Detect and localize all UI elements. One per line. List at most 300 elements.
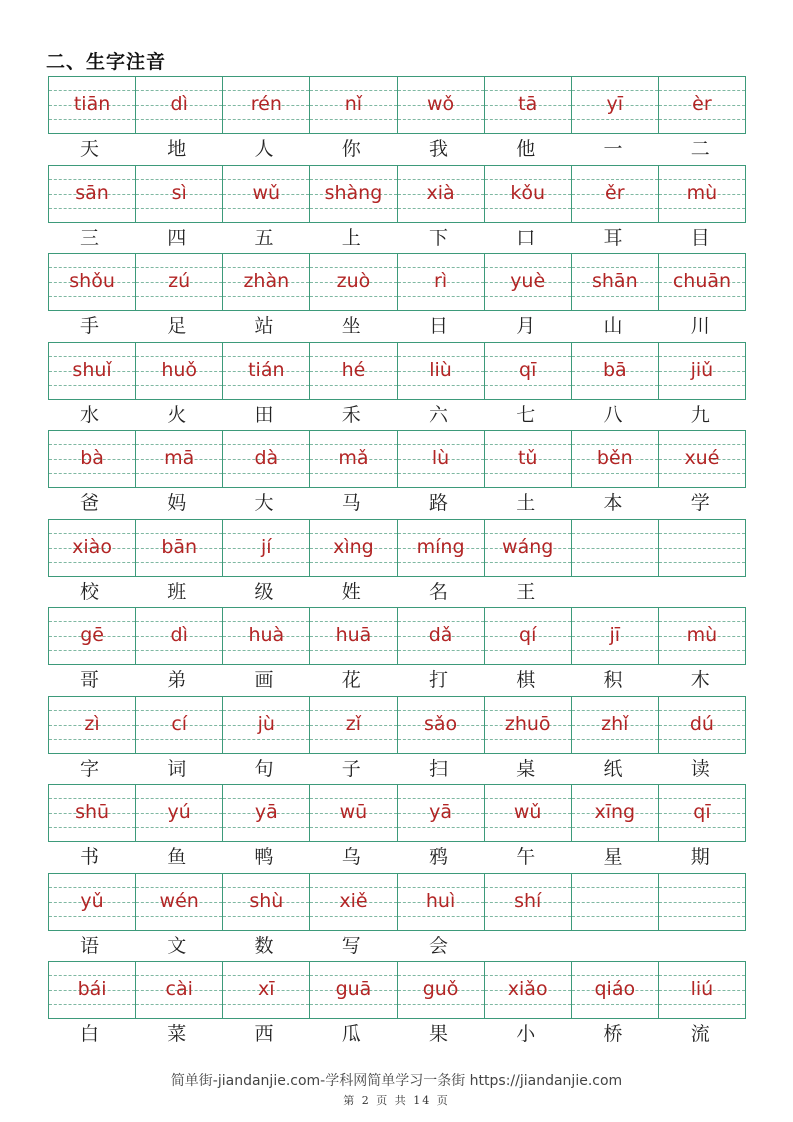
pinyin-text: sān (75, 181, 109, 204)
pinyin-cell (49, 431, 136, 487)
ruled-line (572, 296, 658, 297)
pinyin-text: jí (261, 535, 272, 558)
pinyin-text: mǎ (338, 447, 369, 469)
ruled-line (572, 887, 658, 888)
ruled-line (659, 1004, 745, 1005)
pinyin-box-row (48, 784, 746, 842)
hanzi-character: 路 (429, 492, 449, 514)
pinyin-text: jù (257, 712, 275, 735)
hanzi-character: 大 (254, 492, 274, 514)
ruled-line (49, 473, 135, 474)
hanzi-character: 九 (690, 403, 710, 426)
pinyin-cell (223, 343, 310, 399)
ruled-line (49, 562, 135, 563)
character-row (48, 76, 746, 165)
pinyin-text: guā (335, 978, 372, 1000)
ruled-line (572, 916, 658, 917)
ruled-line (572, 385, 658, 386)
pinyin-box-row (48, 430, 746, 488)
pinyin-cell (572, 166, 659, 222)
pinyin-cell (136, 520, 223, 576)
ruled-line (223, 1004, 309, 1005)
ruled-line (136, 119, 222, 120)
ruled-line (49, 827, 135, 828)
pinyin-text: míng (416, 535, 465, 558)
pinyin-text: xué (684, 447, 720, 469)
hanzi-character: 马 (341, 492, 361, 514)
hanzi-character: 川 (690, 315, 710, 337)
hanzi-character: 地 (167, 138, 187, 160)
hanzi-character (572, 934, 659, 958)
pinyin-text: shuǐ (72, 358, 112, 381)
pinyin-cell (659, 520, 745, 576)
pinyin-cell (49, 697, 136, 753)
pinyin-text: shù (249, 889, 284, 912)
pinyin-cell (310, 166, 397, 222)
pinyin-text: yú (167, 801, 191, 823)
pinyin-cell (398, 166, 485, 222)
pinyin-text: wén (159, 889, 199, 912)
ruled-line (572, 119, 658, 120)
ruled-line (485, 119, 571, 120)
pinyin-cell (310, 697, 397, 753)
character-row (48, 961, 746, 1050)
hanzi-character: 语 (80, 934, 100, 957)
ruled-line (485, 385, 571, 386)
pinyin-text: qiáo (594, 978, 636, 1000)
ruled-line (49, 296, 135, 297)
ruled-line (136, 385, 222, 386)
pinyin-cell (485, 697, 572, 753)
pinyin-text: zhǐ (601, 712, 629, 735)
pinyin-cell (572, 77, 659, 133)
ruled-line (223, 650, 309, 651)
ruled-line (485, 562, 571, 563)
ruled-line (49, 650, 135, 651)
pinyin-text: sǎo (423, 712, 458, 735)
ruled-line (659, 827, 745, 828)
pinyin-text: yǔ (80, 889, 104, 912)
ruled-line (310, 562, 396, 563)
pinyin-cell (223, 77, 310, 133)
hanzi-character: 流 (690, 1023, 710, 1045)
hanzi-character: 天 (80, 138, 100, 160)
hanzi-character: 木 (690, 669, 710, 691)
hanzi-character: 字 (80, 757, 100, 780)
hanzi-character: 四 (167, 226, 187, 249)
hanzi-character: 山 (603, 315, 623, 337)
pinyin-cell (659, 431, 745, 487)
pinyin-cell (659, 785, 745, 841)
pinyin-cell (49, 520, 136, 576)
pinyin-cell (223, 254, 310, 310)
hanzi-character: 画 (254, 669, 274, 691)
pinyin-text: hé (341, 358, 366, 381)
pinyin-cell (136, 166, 223, 222)
character-row (48, 696, 746, 785)
ruled-line (572, 473, 658, 474)
pinyin-text: liú (690, 978, 714, 1000)
pinyin-cell (136, 785, 223, 841)
pinyin-cell (310, 874, 397, 930)
ruled-line (310, 385, 396, 386)
hanzi-character: 爸 (80, 492, 100, 514)
ruled-line (659, 385, 745, 386)
ruled-line (223, 562, 309, 563)
pinyin-box-row (48, 873, 746, 931)
pinyin-cell (136, 431, 223, 487)
hanzi-row (48, 668, 746, 692)
ruled-line (136, 1004, 222, 1005)
pinyin-text: mā (164, 447, 195, 469)
ruled-line (572, 650, 658, 651)
hanzi-row (48, 403, 746, 427)
hanzi-character: 词 (167, 757, 187, 780)
ruled-line (659, 562, 745, 563)
pinyin-cell (136, 343, 223, 399)
hanzi-character: 瓜 (341, 1023, 361, 1045)
pinyin-cell (398, 785, 485, 841)
hanzi-character (659, 934, 746, 958)
hanzi-character: 站 (254, 315, 274, 337)
pinyin-cell (572, 608, 659, 664)
ruled-line (659, 296, 745, 297)
pinyin-cell (310, 254, 397, 310)
hanzi-character: 积 (603, 669, 623, 691)
pinyin-text: wū (339, 801, 368, 823)
pinyin-text: shān (591, 270, 638, 292)
ruled-line (310, 650, 396, 651)
pinyin-cell (223, 166, 310, 222)
hanzi-character: 乌 (341, 846, 361, 868)
hanzi-character: 他 (516, 138, 536, 160)
hanzi-character: 西 (254, 1023, 274, 1045)
pinyin-text: liù (429, 358, 452, 381)
pinyin-box-row (48, 696, 746, 754)
ruled-line (572, 827, 658, 828)
pinyin-cell (485, 608, 572, 664)
hanzi-character: 学 (690, 492, 710, 514)
hanzi-character: 小 (516, 1023, 536, 1045)
hanzi-character: 一 (603, 138, 623, 160)
pinyin-text: tiān (73, 93, 111, 115)
pinyin-text: kǒu (510, 181, 546, 204)
hanzi-character: 期 (690, 846, 710, 868)
ruled-line (659, 902, 745, 903)
pinyin-text: zhuō (504, 712, 551, 735)
ruled-line (223, 916, 309, 917)
pinyin-box-row (48, 165, 746, 223)
ruled-line (659, 533, 745, 534)
pinyin-cell (572, 962, 659, 1018)
pinyin-cell (136, 254, 223, 310)
pinyin-cell (659, 166, 745, 222)
pinyin-text: wǔ (252, 181, 281, 204)
pinyin-text: dà (254, 447, 279, 469)
pinyin-text: bà (80, 447, 104, 469)
pinyin-text: bān (161, 535, 198, 558)
footer-text: 简单街-jiandanjie.com-学科网简单学习一条街 https://jiandanjie.com (170, 1073, 623, 1089)
hanzi-character: 下 (429, 226, 449, 249)
ruled-line (223, 827, 309, 828)
ruled-line (572, 208, 658, 209)
ruled-line (572, 562, 658, 563)
pinyin-text: zú (168, 270, 191, 292)
pinyin-cell (485, 343, 572, 399)
pinyin-text: yuè (510, 270, 546, 292)
pinyin-cell (572, 785, 659, 841)
pinyin-text: qī (519, 358, 537, 381)
pinyin-cell (485, 77, 572, 133)
hanzi-character: 文 (167, 934, 187, 957)
pinyin-cell (49, 785, 136, 841)
pinyin-cell (310, 431, 397, 487)
pinyin-cell (572, 431, 659, 487)
pinyin-cell (49, 77, 136, 133)
pinyin-cell (659, 343, 745, 399)
pinyin-cell (659, 254, 745, 310)
pinyin-cell (398, 962, 485, 1018)
pinyin-text: zuò (336, 270, 371, 292)
pinyin-text: gē (80, 624, 104, 646)
hanzi-character: 扫 (429, 757, 449, 780)
pinyin-cell (659, 962, 745, 1018)
pinyin-cell (49, 166, 136, 222)
pinyin-cell (572, 254, 659, 310)
pinyin-text: lù (431, 447, 450, 469)
pinyin-cell (398, 77, 485, 133)
hanzi-character: 田 (254, 403, 274, 426)
pinyin-cell (659, 697, 745, 753)
pinyin-text: jiǔ (690, 358, 714, 381)
hanzi-character: 鸦 (429, 846, 449, 868)
ruled-line (485, 827, 571, 828)
hanzi-character: 鸭 (254, 846, 274, 868)
hanzi-character: 目 (690, 226, 710, 249)
character-row (48, 873, 746, 962)
pinyin-text: huǒ (161, 358, 198, 381)
ruled-line (223, 385, 309, 386)
pinyin-text: běn (596, 447, 633, 469)
hanzi-row (48, 934, 746, 958)
pinyin-text: qī (693, 801, 711, 823)
ruled-line (223, 296, 309, 297)
ruled-line (310, 473, 396, 474)
hanzi-character: 哥 (80, 669, 100, 691)
hanzi-character: 你 (341, 138, 361, 160)
hanzi-character: 棋 (516, 669, 536, 691)
pinyin-text: dì (170, 93, 188, 115)
hanzi-row (48, 314, 746, 338)
pinyin-cell (49, 874, 136, 930)
pinyin-text: cài (165, 978, 193, 1000)
pinyin-text: zǐ (345, 712, 362, 735)
pinyin-cell (398, 343, 485, 399)
pinyin-text: zhàn (243, 270, 290, 292)
pinyin-cell (398, 520, 485, 576)
ruled-line (49, 385, 135, 386)
pinyin-text: mù (686, 624, 718, 646)
pinyin-cell (223, 962, 310, 1018)
pinyin-cell (659, 874, 745, 930)
ruled-line (485, 916, 571, 917)
hanzi-character: 级 (254, 580, 274, 603)
hanzi-character: 纸 (603, 757, 623, 780)
pinyin-text: rì (434, 270, 448, 292)
ruled-line (398, 385, 484, 386)
ruled-line (310, 739, 396, 740)
hanzi-character: 日 (429, 315, 449, 337)
hanzi-character: 午 (516, 846, 536, 868)
hanzi-row (48, 491, 746, 515)
hanzi-character: 我 (429, 138, 449, 160)
pinyin-text: dǎ (428, 624, 453, 646)
ruled-line (659, 916, 745, 917)
ruled-line (572, 739, 658, 740)
hanzi-character: 六 (429, 403, 449, 426)
character-row (48, 342, 746, 431)
pinyin-cell (49, 254, 136, 310)
pinyin-text: yā (429, 801, 452, 823)
ruled-line (136, 562, 222, 563)
hanzi-character: 桌 (516, 757, 536, 780)
hanzi-character: 耳 (603, 226, 623, 249)
pinyin-cell (485, 874, 572, 930)
ruled-line (398, 650, 484, 651)
ruled-line (49, 208, 135, 209)
ruled-line (659, 119, 745, 120)
hanzi-character: 王 (516, 580, 536, 603)
hanzi-character: 本 (603, 492, 623, 514)
pinyin-text: sì (171, 181, 187, 204)
pinyin-text: wǒ (426, 93, 455, 115)
pinyin-text: bái (77, 978, 107, 1000)
ruled-line (136, 296, 222, 297)
hanzi-character: 名 (429, 580, 449, 603)
ruled-line (572, 548, 658, 549)
pinyin-cell (572, 343, 659, 399)
hanzi-character: 白 (80, 1023, 100, 1045)
hanzi-character: 读 (690, 757, 710, 780)
pinyin-text: tǔ (517, 447, 538, 469)
hanzi-character: 上 (341, 226, 361, 249)
ruled-line (49, 739, 135, 740)
pinyin-text: cí (171, 712, 188, 735)
ruled-line (659, 208, 745, 209)
hanzi-character: 写 (341, 934, 361, 957)
pinyin-cell (572, 697, 659, 753)
pinyin-text: yā (254, 801, 278, 823)
pinyin-cell (572, 520, 659, 576)
character-row (48, 519, 746, 608)
pinyin-cell (136, 697, 223, 753)
pinyin-cell (49, 962, 136, 1018)
pinyin-cell (310, 77, 397, 133)
ruled-line (398, 296, 484, 297)
pinyin-text: xiào (72, 535, 112, 558)
hanzi-character: 书 (80, 846, 100, 868)
ruled-line (136, 208, 222, 209)
pinyin-cell (485, 962, 572, 1018)
pinyin-cell (223, 520, 310, 576)
character-row (48, 784, 746, 873)
pinyin-text: wǔ (513, 801, 542, 823)
pinyin-text: dì (170, 624, 188, 646)
hanzi-character: 土 (516, 492, 536, 514)
pinyin-text: huā (335, 624, 372, 646)
pinyin-box-row (48, 253, 746, 311)
pinyin-box-row (48, 607, 746, 665)
ruled-line (49, 1004, 135, 1005)
ruled-line (398, 208, 484, 209)
ruled-line (398, 119, 484, 120)
pinyin-cell (223, 785, 310, 841)
hanzi-character: 会 (429, 934, 449, 957)
character-row (48, 253, 746, 342)
hanzi-character: 口 (516, 226, 536, 249)
ruled-line (136, 739, 222, 740)
pinyin-text: nǐ (344, 93, 363, 115)
ruled-line (659, 548, 745, 549)
character-row (48, 607, 746, 696)
pinyin-cell (223, 697, 310, 753)
pinyin-text: shǒu (69, 270, 115, 292)
ruled-line (136, 827, 222, 828)
hanzi-character: 水 (80, 403, 100, 426)
ruled-line (49, 119, 135, 120)
ruled-line (572, 1004, 658, 1005)
pinyin-cell (398, 874, 485, 930)
hanzi-character: 手 (80, 315, 100, 337)
ruled-line (398, 562, 484, 563)
hanzi-character: 足 (167, 315, 187, 337)
pinyin-box-row (48, 519, 746, 577)
pinyin-text: shàng (324, 181, 383, 204)
ruled-line (572, 533, 658, 534)
pinyin-cell (136, 874, 223, 930)
ruled-line (223, 473, 309, 474)
pinyin-cell (398, 608, 485, 664)
hanzi-character: 班 (167, 580, 187, 603)
hanzi-row (48, 845, 746, 869)
pinyin-text: huà (248, 624, 285, 646)
pinyin-cell (310, 608, 397, 664)
ruled-line (310, 916, 396, 917)
hanzi-row (48, 137, 746, 161)
hanzi-character: 数 (254, 934, 274, 957)
ruled-line (136, 650, 222, 651)
pinyin-cell (398, 431, 485, 487)
hanzi-character: 校 (80, 580, 100, 603)
pinyin-cell (49, 608, 136, 664)
hanzi-character: 七 (516, 403, 536, 426)
ruled-line (485, 473, 571, 474)
hanzi-row (48, 580, 746, 604)
pinyin-text: shí (514, 889, 542, 912)
ruled-line (572, 902, 658, 903)
hanzi-character: 八 (603, 403, 623, 426)
hanzi-character (572, 580, 659, 604)
pinyin-text: xī (258, 978, 275, 1000)
pinyin-text: xiǎo (507, 978, 548, 1000)
pinyin-text: guǒ (422, 978, 459, 1000)
hanzi-character: 弟 (167, 669, 187, 691)
ruled-line (310, 296, 396, 297)
pinyin-text: tián (248, 358, 285, 381)
section-title: 二、生字注音 (46, 51, 167, 73)
hanzi-character: 火 (167, 403, 187, 426)
ruled-line (310, 827, 396, 828)
